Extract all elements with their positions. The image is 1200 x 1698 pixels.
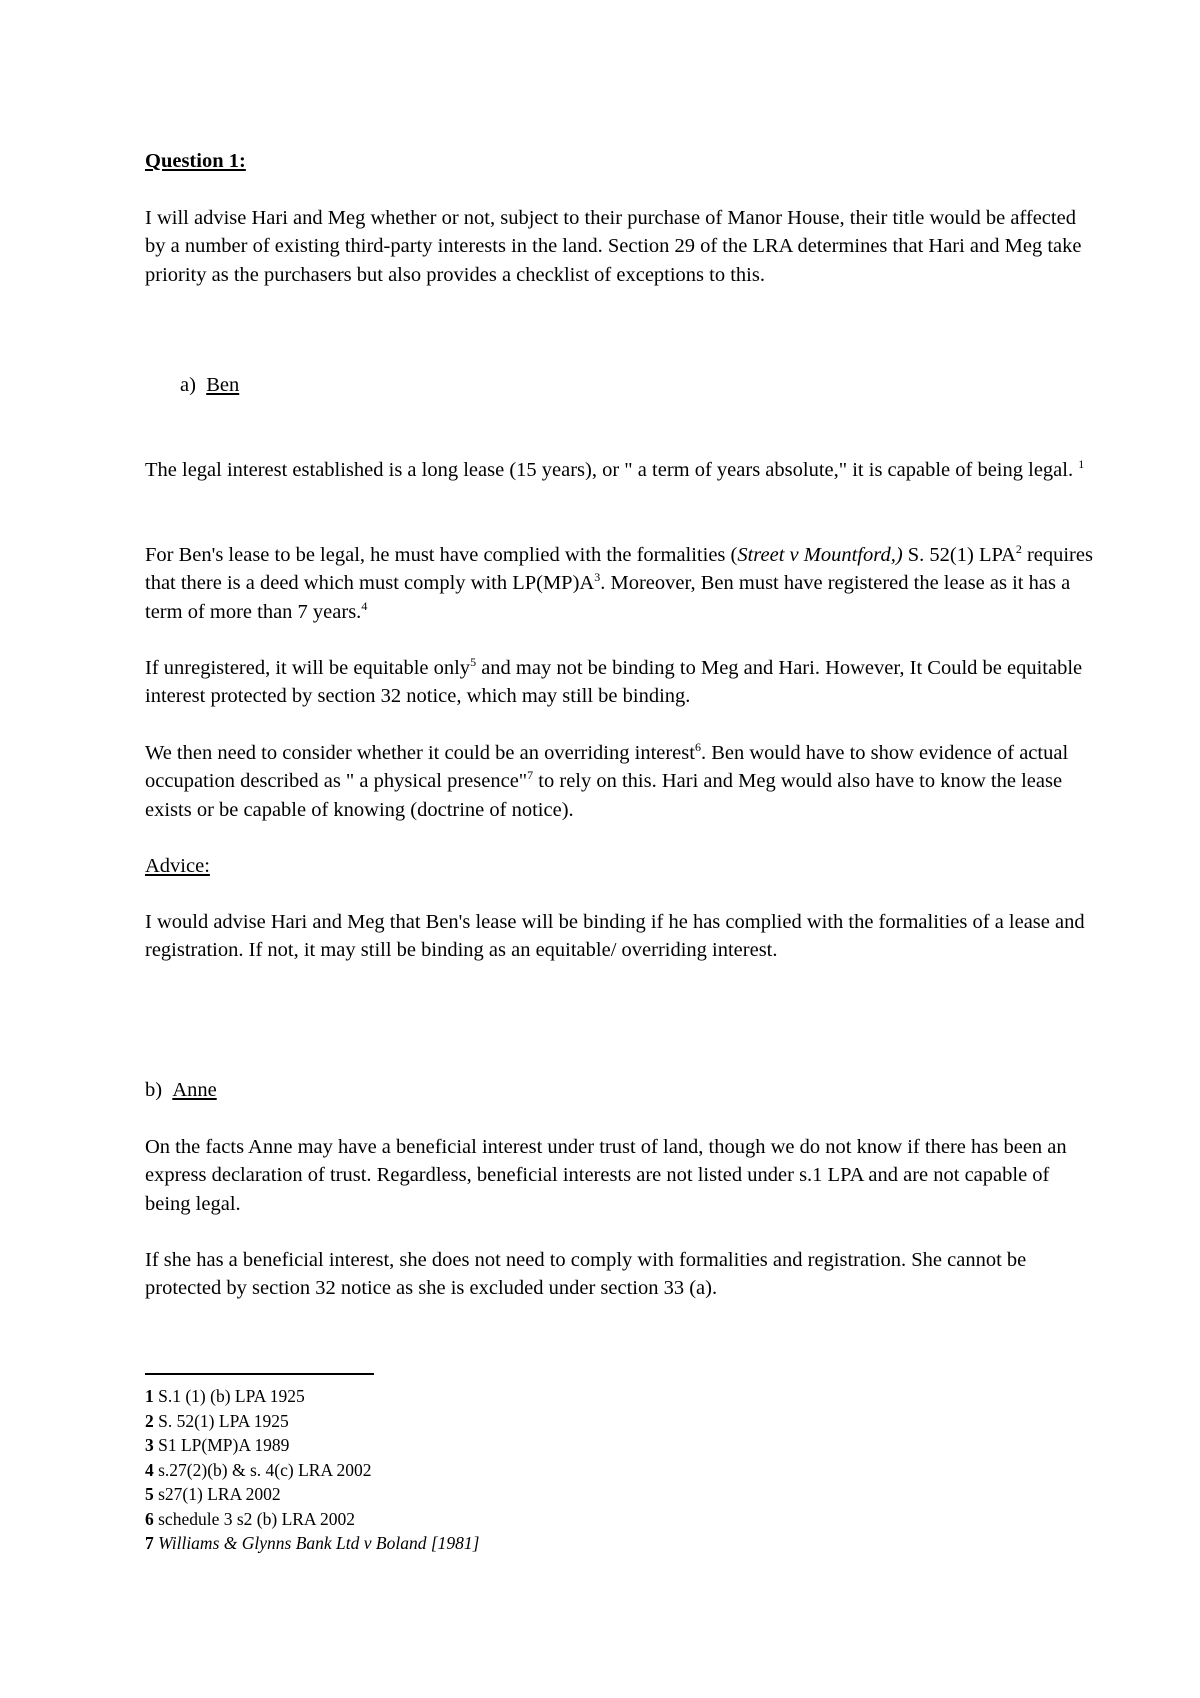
footnote-1: 1 S.1 (1) (b) LPA 1925 <box>145 1386 305 1406</box>
ben-paragraph-formalities: For Ben's lease to be legal, he must have complied with the formalities (Street v Mountford,) S. 52(1) LPA$^2$ requires that there is a deed which must comply with $LP(MP)A^3$. Moreover, Ben must have registered the lease as it has a term of more than 7 years.$^4$ <box>145 542 1093 623</box>
footnote-ref-1: 1 <box>1078 457 1085 471</box>
anne-paragraph-beneficial: On the facts Anne may have a beneficial interest under trust of land, though we do not know if there has been an express declaration of trust. Regardless, beneficial interests are not listed under s.1 LPA and are not capable of being legal. <box>145 1136 1067 1215</box>
footnote-5: 5 s27(1) LRA 2002 <box>145 1484 281 1504</box>
advice-paragraph: I would advise Hari and Meg that Ben's lease will be binding if he has complied with the formalities of a lease and registration. If not, it may still be binding as an equitable/ overriding interest. <box>145 911 1085 962</box>
footnote-7: 7 Williams & Glynns Bank Ltd v Boland [1981] <box>145 1533 480 1553</box>
section-b-heading <box>145 1076 1095 1104</box>
footnote-ref-5: 5 <box>470 655 477 669</box>
footnote-3: 3 S1 LP(MP)A 1989 <box>145 1435 290 1455</box>
footnotes <box>145 1384 845 1556</box>
ben-paragraph-unregistered: If unregistered, it will be equitable only$^5$ and may not be binding to Meg and Hari. However, It Could be equitable interest protected by section 32 notice, which may still be binding. <box>145 655 1083 708</box>
section-a-heading <box>180 371 1130 399</box>
footnote-4: 4 s.27(2)(b) & s. 4(c) LRA 2002 <box>145 1459 372 1480</box>
section-a-title: Ben <box>206 374 240 396</box>
intro-paragraph: I will advise Hari and Meg whether or not, subject to their purchase of Manor House, their title would be affected by a number of existing third-party interests in the land. Section 29 of the LRA determines that Hari and Meg take priority as the purchasers but also provides a checklist of exceptions to this. <box>145 207 1082 286</box>
section-b-title: Anne <box>172 1079 217 1101</box>
footnote-ref-4: 4 <box>361 598 368 613</box>
footnote-ref-6: 6 <box>694 740 701 754</box>
advice-label: Advice: <box>145 855 210 877</box>
footnote-ref-7: 7 <box>527 768 534 783</box>
section-b-marker: b) <box>145 1079 163 1101</box>
footnote-6: 6 schedule 3 s2 (b) LRA 2002 <box>145 1508 355 1529</box>
question-title: Question 1: <box>145 150 246 172</box>
footnote-ref-3: 3 <box>594 570 601 585</box>
anne-paragraph-formalities: If she has a beneficial interest, she does not need to comply with formalities and registration. She cannot be protected by section 32 notice as she is excluded under section 33 (a). <box>145 1249 1027 1300</box>
footnote-ref-2: 2 <box>1015 542 1022 556</box>
ben-paragraph-overriding: We then need to consider whether it could be an overriding interest$^6$. Ben would have to show evidence of actual occupation described as " a physical presence"$^7$ to rely on this. Hari and Meg would also have to know the lease exists or be capable of knowing (doctrine of notice). <box>145 740 1069 821</box>
section-a-marker: a) <box>180 374 196 396</box>
footnote-separator <box>145 1373 374 1375</box>
ben-paragraph-legal-interest: The legal interest established is a long lease (15 years), or " a term of years absolute," it is capable of being legal. $^1$ <box>145 457 1085 481</box>
footnote-2: 2 S. 52(1) LPA 1925 <box>145 1410 289 1431</box>
case-name: Street v Mountford,) <box>737 544 903 566</box>
